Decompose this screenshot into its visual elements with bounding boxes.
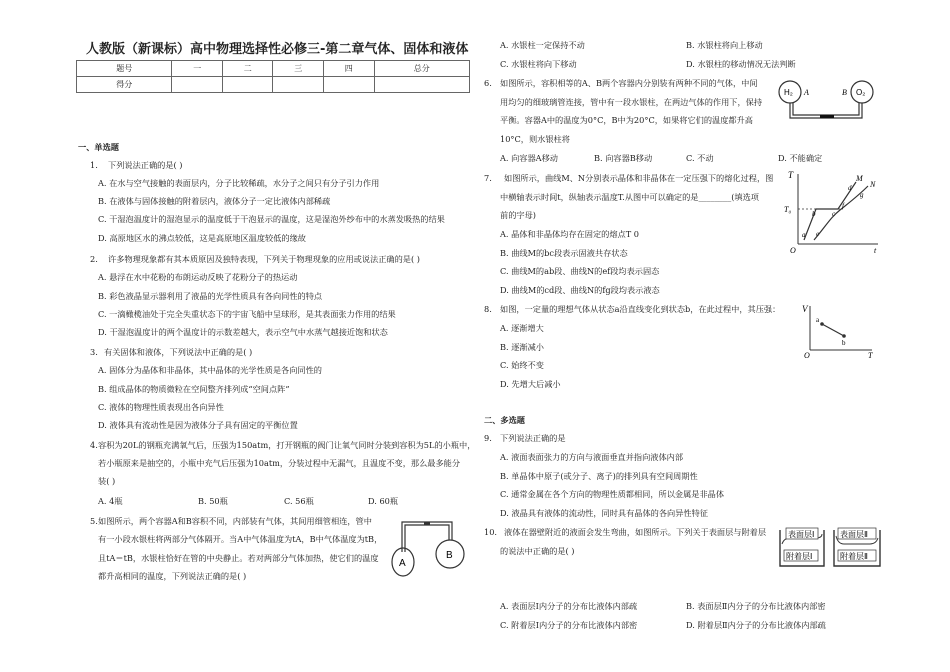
q6-mercury	[820, 115, 834, 118]
score-header-row	[77, 61, 470, 77]
q8-point-b	[842, 334, 846, 338]
q5-line4: 都升高相同的温度，下列说法正确的是( )	[98, 571, 247, 581]
q7-line3: 前的字母)	[500, 210, 536, 220]
q10-container-2	[834, 528, 880, 566]
section-multiple-choice: 二、多选题	[484, 415, 525, 425]
q8-option-d: D. 先增大后减小	[500, 379, 561, 389]
q1-option-b: B. 在液体与固体接触的附着层内，液体分子一定比液体内部稀疏	[98, 196, 331, 206]
q6-tube-inner	[793, 103, 859, 115]
q1-number: 1.	[90, 160, 98, 170]
q7-option-d: D. 曲线M的cd段、曲线N的fg段均表示液态	[500, 285, 660, 295]
q4-line1: 容积为20L的钢瓶充满氧气后，压强为150atm，打开钢瓶的阀门让氧气同时分装到容积为5L的小瓶中，	[98, 440, 476, 450]
score-row-label: 得分	[77, 77, 172, 93]
q7-label-a: a	[802, 231, 806, 239]
q7-label-c: c	[832, 210, 836, 218]
q5-mercury	[424, 522, 430, 525]
q6-label-b: B	[842, 88, 847, 97]
q10-option-c: C. 附着层Ⅰ内分子的分布比液体内部密	[500, 620, 638, 630]
score-header-cell: 总分	[374, 61, 470, 77]
q4-number: 4.	[90, 440, 98, 450]
q6-line1: 如图所示，容积相等的A、B两个容器内分别装有两种不同的气体，中间	[500, 78, 758, 88]
q9-option-c: C. 通常金属在各个方向的物理性质都相同，所以金属是非晶体	[500, 489, 725, 499]
q10-option-d: D. 附着层Ⅱ内分子的分布比液体内部疏	[686, 620, 826, 630]
q2-option-a: A. 悬浮在水中花粉的布朗运动反映了花粉分子的热运动	[98, 272, 298, 282]
q5-label-a: A	[399, 558, 406, 569]
q5-option-a: A. 水银柱一定保持不动	[500, 40, 585, 50]
q7-option-b: B. 曲线M的bc段表示固液共存状态	[500, 248, 628, 258]
q5-label-b: B	[446, 550, 453, 561]
score-cell	[222, 77, 273, 93]
q7-label-origin: O	[790, 246, 796, 255]
q8-stem: 如图，一定量的理想气体从状态a沿直线变化到状态b，在此过程中，其压强：	[500, 304, 781, 314]
q9-number: 9.	[484, 433, 492, 443]
q1-option-d: D. 高原地区水的沸点较低，这是高原地区温度较低的缘故	[98, 233, 306, 243]
q5-option-c: C. 水银柱将向下移动	[500, 59, 577, 69]
q7-line2: 中横轴表示时间t，纵轴表示温度T.从图中可以确定的是________(填选项	[500, 192, 759, 202]
q7-label-f: f	[842, 202, 844, 210]
q6-label-a: A	[804, 88, 809, 97]
q4-line3: 装( )	[98, 476, 116, 486]
q7-label-M: M	[856, 174, 863, 183]
q10-label-surface-1: 表面层Ⅰ	[788, 530, 815, 539]
q4-option-d: D. 60瓶	[368, 496, 399, 506]
q2-option-c: C. 一滴橄榄油处于完全失重状态下的宇宙飞船中呈球形，是其表面张力作用的结果	[98, 309, 396, 319]
q8-number: 8.	[484, 304, 492, 314]
q8-option-a: A. 逐渐增大	[500, 323, 544, 333]
q5-line3: 且tA＝tB，水银柱恰好在管的中央静止。若对两部分气体加热，使它们的温度	[98, 553, 379, 563]
q7-label-t: t	[874, 246, 877, 255]
q3-option-c: C. 液体的物理性质表现出各向异性	[98, 402, 224, 412]
q5-line1: 如图所示，两个容器A和B容积不同，内部装有气体，其间用细管相连，管中	[98, 516, 372, 526]
q7-option-c: C. 曲线M的ab段、曲线N的ef段均表示固态	[500, 266, 660, 276]
page-title: 人教版（新课标）高中物理选择性必修三-第二章气体、固体和液体	[86, 42, 469, 57]
q5-option-b: B. 水银柱将向上移动	[686, 40, 763, 50]
q9-stem: 下列说法正确的是	[500, 433, 566, 443]
q10-option-a: A. 表面层Ⅰ内分子的分布比液体内部疏	[500, 601, 638, 611]
q6-number: 6.	[484, 78, 492, 88]
score-header-cell: 三	[273, 61, 324, 77]
score-cell	[273, 77, 324, 93]
section-single-choice: 一、单选题	[78, 142, 119, 152]
q8-process-line	[822, 324, 844, 336]
q3-option-d: D. 液体具有流动性是因为液体分子具有固定的平衡位置	[98, 420, 298, 430]
q5-figure	[382, 512, 472, 578]
q7-label-d: d	[848, 184, 852, 192]
q10-line2: 的说法中正确的是( )	[500, 546, 575, 556]
q10-line1: 液体在器壁附近的液面会发生弯曲，如图所示。下列关于表面层与附着层	[504, 527, 767, 537]
q8-label-origin: O	[804, 351, 810, 360]
score-cell	[374, 77, 470, 93]
q9-option-d: D. 液晶具有液体的流动性，同时具有晶体的各向异性特征	[500, 508, 708, 518]
q7-figure	[782, 170, 882, 256]
score-header-cell: 二	[222, 61, 273, 77]
q6-line2: 用均匀的细玻璃管连接，管中有一段水银柱，在两边气体的作用下，保持	[500, 97, 763, 107]
q7-number: 7.	[484, 173, 492, 183]
q8-figure	[800, 302, 876, 358]
q6-figure	[778, 78, 882, 126]
q7-label-b: b	[812, 210, 816, 218]
q6-label-h2: H₂	[784, 88, 793, 97]
score-cell	[172, 77, 223, 93]
q6-line4: 10°C，则水银柱将	[500, 134, 570, 144]
q3-stem: 有关固体和液体，下列说法中正确的是( )	[104, 347, 253, 357]
q9-option-a: A. 液面表面张力的方向与液面垂直并指向液体内部	[500, 452, 684, 462]
q10-container-1	[780, 528, 824, 566]
q1-stem: 下列说法正确的是( )	[108, 160, 183, 170]
q8-label-b: b	[842, 339, 846, 347]
q1-option-a: A. 在水与空气接触的表面层内，分子比较稀疏，水分子之间只有分子引力作用	[98, 178, 380, 188]
q6-option-d: D. 不能确定	[778, 153, 823, 163]
q10-label-attach-1: 附着层Ⅰ	[786, 552, 813, 561]
q2-option-b: B. 彩色液晶显示器利用了液晶的光学性质具有各向同性的特点	[98, 291, 323, 301]
q6-option-b: B. 向容器B移动	[594, 153, 653, 163]
q2-option-d: D. 干湿泡温度计的两个温度计的示数差越大，表示空气中水蒸气越接近饱和状态	[98, 327, 388, 337]
q8-label-a: a	[816, 316, 820, 324]
q8-label-T: T	[868, 351, 873, 360]
q10-label-surface-2: 表面层Ⅱ	[840, 530, 868, 539]
q5-tube	[402, 522, 452, 552]
q3-option-b: B. 组成晶体的物质微粒在空间整齐排列成“空间点阵”	[98, 384, 290, 394]
q5-number: 5.	[90, 516, 98, 526]
q8-point-a	[820, 322, 824, 326]
q4-option-a: A. 4瓶	[98, 496, 123, 506]
q7-label-N: N	[870, 180, 876, 189]
score-header-cell: 四	[323, 61, 374, 77]
q6-line3: 平衡。容器A中的温度为0°C，B中为20°C，如果将它们的温度都升高	[500, 115, 753, 125]
q4-option-b: B. 50瓶	[198, 496, 228, 506]
q4-line2: 若小瓶原来是抽空的，小瓶中充气后压强为10atm，分装过程中无漏气，且温度不变，那么最多能分	[98, 458, 461, 468]
q7-label-e: e	[816, 230, 820, 238]
score-header-cell: 题号	[77, 61, 172, 77]
q10-option-b: B. 表面层Ⅱ内分子的分布比液体内部密	[686, 601, 826, 611]
q8-label-V: V	[802, 304, 808, 314]
q3-option-a: A. 固体分为晶体和非晶体，其中晶体的光学性质是各向同性的	[98, 365, 322, 375]
q6-option-c: C. 不动	[686, 153, 714, 163]
q10-number: 10.	[484, 527, 498, 537]
q8-option-b: B. 逐渐减小	[500, 342, 544, 352]
q7-label-T: T	[788, 170, 794, 180]
q1-option-c: C. 干湿泡温度计的湿泡显示的温度低于干泡显示的温度，这是湿泡外纱布中的水蒸发吸热的结果	[98, 214, 445, 224]
q6-label-o2: O₂	[856, 88, 866, 97]
score-cell	[323, 77, 374, 93]
q4-option-c: C. 56瓶	[284, 496, 314, 506]
q7-option-a: A. 晶体和非晶体均存在固定的熔点T 0	[500, 229, 640, 239]
q3-number: 3.	[90, 347, 98, 357]
q5-line2: 有一小段水银柱将两部分气体隔开。当A中气体温度为tA，B中气体温度为tB，	[98, 534, 383, 544]
score-value-row	[77, 77, 470, 93]
q9-option-b: B. 单晶体中原子(或分子、离子)的排列具有空间周期性	[500, 471, 698, 481]
q6-option-a: A. 向容器A移动	[500, 153, 558, 163]
q2-number: 2.	[90, 254, 98, 264]
score-header-cell: 一	[172, 61, 223, 77]
q10-figure	[778, 526, 882, 574]
q10-label-attach-2: 附着层Ⅱ	[840, 552, 868, 561]
q7-line1: 如图所示，曲线M、N分别表示晶体和非晶体在一定压强下的熔化过程，图	[504, 173, 774, 183]
q5-option-d: D. 水银柱的移动情况无法判断	[686, 59, 796, 69]
q8-option-c: C. 始终不变	[500, 360, 544, 370]
q2-stem: 许多物理现象都有其本质原因及独特表现，下列关于物理现象的应用或说法正确的是( )	[108, 254, 420, 264]
score-table	[76, 60, 470, 93]
q5-tube-inner	[405, 525, 449, 552]
q7-label-T0: T₀	[784, 205, 792, 214]
q7-label-g: g	[860, 191, 864, 199]
